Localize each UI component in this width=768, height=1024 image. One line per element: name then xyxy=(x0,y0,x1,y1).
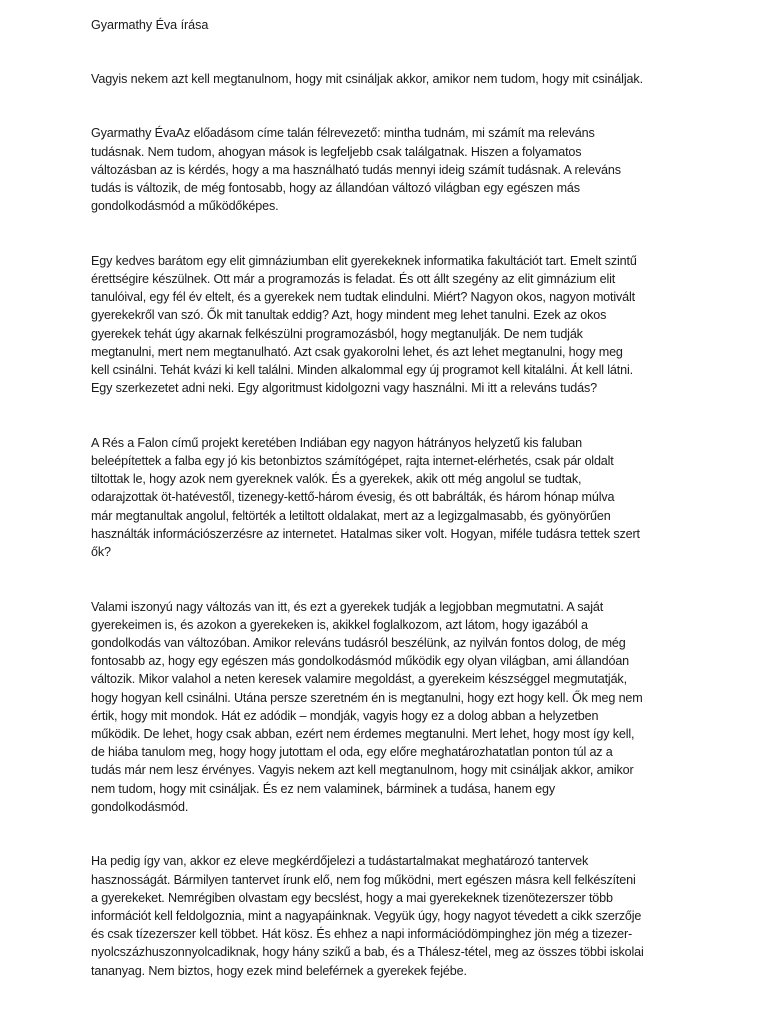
paragraph-1: Gyarmathy ÉvaAz előadásom címe talán félrevezető: mintha tudnám, mi számít ma releváns tudásnak. Nem tudom, ahogyan mások is legfeljebb csak találgatnak. Hiszen a folyamatos változásban az is kérdés, hogy a ma használható tudás mennyi ideig számít tudásnak. A releváns tudás is változik, de még fontosabb, hogy az állandóan változó világban egy egészen más gondolkodásmód a működőképes. xyxy=(91,126,621,214)
document-body xyxy=(91,16,679,1016)
lead-sentence: Vagyis nekem azt kell megtanulnom, hogy mit csináljak akkor, amikor nem tudom, hogy mit csináljak. xyxy=(91,72,644,87)
paragraph-5: Ha pedig így van, akkor ez eleve megkérdőjelezi a tudástartalmakat meghatározó tantervek hasznosságát. Bármilyen tantervet írunk elő, nem fog működni, mert egészen másra kell felkészíteni a gyerekeket. Nemrégiben olvastam egy becslést, hogy a mai gyerekeknek tizenötezerszer több információt kell feldolgoznia, mint a nagyapáinknak. Vegyük úgy, hogy nagyot tévedett a cikk szerzője és csak tízezerszer kell többet. Hát kösz. És ehhez a napi információdömpinghez jön még a tizezer- nyolcszázhuszonnyolcadiknak, hogy hány szikű a bab, és a Thálesz-tétel, meg az összes többi iskolai tananyag. Nem biztos, hogy ezek mind beleférnek a gyerekek fejébe. xyxy=(91,854,644,978)
author-line: Gyarmathy Éva írása xyxy=(91,18,209,32)
paragraph-3: A Rés a Falon című projekt keretében Indiában egy nagyon hátrányos helyzetű kis faluban beleépítettek a falba egy jó kis betonbiztos számítógépet, rajta internet-elérhetés, csak pár oldalt tiltottak le, hogy azok nem gyereknek valók. És a gyerekek, akik ott még angolul se tudtak, odarajzottak öt-hatévestől, tizenegy-kettő-három évesig, és ott babrálták, és három hónap múlva már megtanultak angolul, feltörték a letiltott oldalakat, mert az a legizgalmasabb, és gyönyörűen használták információszerzésre az internetet. Hatalmas siker volt. Hogyan, miféle tudásra tettek szert ők? xyxy=(91,435,640,560)
paragraph-4: Valami iszonyú nagy változás van itt, és ezt a gyerekek tudják a legjobban megmutatni. A saját gyerekeimen is, és azokon a gyerekeken is, akikkel foglalkozom, azt látom, hogy igazából a gondolkodás van változóban. Amikor releváns tudásról beszélünk, az nyilván fontos dolog, de még fontosabb az, hogy egy egészen más gondolkodásmód működik egy olyan világban, ami állandóan változik. Mikor valahol a neten keresek valamire megoldást, a gyerekeim készséggel megmutatják, hogy hogyan kell csinálni. Utána persze szeretném én is megtanulni, hogy ezt hogy kell. Ők meg nem értik, hogy mit mondok. Hát ez adódik – mondják, vagyis hogy ez a dolog abban a helyzetben működik. De lehet, hogy csak abban, ezért nem érdemes megtanulni. Mert lehet, hogy most így kell, de hiába tanulom meg, hogy hogy jutottam el oda, egy előre meghatározhatatlan ponton túl az a tudás már nem lesz érvényes. Vagyis nekem azt kell megtanulnom, hogy mit csináljak akkor, amikor nem tudom, hogy mit csináljak. És ez nem valaminek, bárminek a tudása, hanem egy gondolkodásmód. xyxy=(91,599,643,814)
paragraph-2: Egy kedves barátom egy elit gimnáziumban elit gyerekeknek informatika fakultációt tart. Emelt szintű érettségire készülnek. Ott már a programozás is feladat. És ott állt szegény az elit gimnázium elit tanulóival, egy fél év eltelt, és a gyerekek nem tudtak elindulni. Miért? Nagyon okos, nagyon motivált gyerekekről van szó. Ők mit tanultak eddig? Azt, hogy mindent meg lehet tanulni. Ezek az okos gyerekek tehát úgy akarnak felkészülni programozásból, hogy megtanulják. De nem tudják megtanulni, mert nem megtanulható. Azt csak gyakorolni lehet, és azt lehet megtanulni, hogy meg kell csinálni. Tehát kvázi ki kell találni. Minden alkalommal egy új programot kell kitalálni. Át kell látni. Egy szerkezetet adni neki. Egy algoritmust kidolgozni vagy használni. Mi itt a releváns tudás? xyxy=(91,253,637,396)
